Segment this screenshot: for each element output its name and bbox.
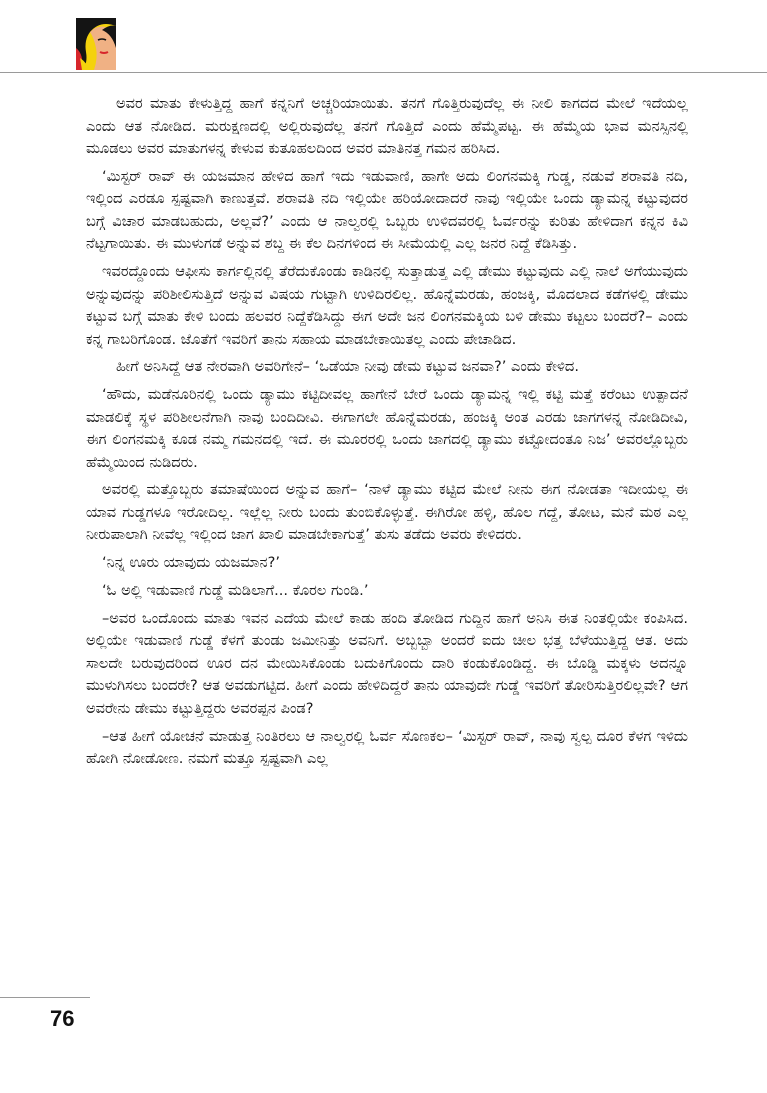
paragraph: ಇವರದ್ದೊಂದು ಆಫೀಸು ಕಾರ್ಗಲ್ಲಿನಲ್ಲಿ ತೆರೆದುಕೊಂಡು ಕಾಡಿನಲ್ಲಿ ಸುತ್ತಾಡುತ್ತ ಎಲ್ಲಿ ಡೇಮು ಕಟ್ಟುವುದು ಎಲ್ಲಿ ನಾಲೆ ಅಗೆಯುವುದು ಅನ್ನುವುದನ್ನು ಪರಿಶೀಲಿಸುತ್ತಿದೆ ಅನ್ನುವ ವಿಷಯ ಗುಟ್ಟಾಗಿ ಉಳಿದಿರಲಿಲ್ಲ. ಹೊನ್ನೆಮರಡು, ಹಂಜಕ್ಕಿ, ಮೊದಲಾದ ಕಡೆಗಳಲ್ಲಿ ಡೇಮು ಕಟ್ಟುವ ಬಗ್ಗೆ ಮಾತು ಕೇಳಿ ಬಂದು ಹಲವರ ನಿದ್ದೆಕೆಡಿಸಿದ್ದು ಈಗ ಅದೇ ಜನ ಲಿಂಗನಮಕ್ಕಿಯ ಬಳಿ ಡೇಮು ಕಟ್ಟಲು ಬಂದರೆ?– ಎಂದು ಕನ್ನ ಗಾಬರಿಗೊಂಡ. ಜೊತೆಗೆ ಇವರಿಗೆ ತಾನು ಸಹಾಯ ಮಾಡಬೇಕಾಯಿತಲ್ಲ ಎಂದು ಪೇಚಾಡಿದ. <box>86 263 688 348</box>
paragraph: –ಅವರ ಒಂದೊಂದು ಮಾತು ಇವನ ಎದೆಯ ಮೇಲೆ ಕಾಡು ಹಂದಿ ತೋಡಿದ ಗುದ್ದಿನ ಹಾಗೆ ಅನಿಸಿ ಈತ ನಿಂತಲ್ಲಿಯೇ ಕಂಪಿಸಿದ. ಅಲ್ಲಿಯೇ ಇಡುವಾಣಿ ಗುಡ್ಡೆ ಕೆಳಗೆ ತುಂಡು ಜಮೀನಿತ್ತು ಅವನಿಗೆ. ಅಬ್ಬಬ್ಬಾ ಅಂದರೆ ಐದು ಚೀಲ ಭತ್ತ ಬೆಳೆಯುತ್ತಿದ್ದ ಆತ. ಅದು ಸಾಲದೇ ಬರುವುದರಿಂದ ಊರ ದನ ಮೇಯಿಸಿಕೊಂಡು ಬದುಕಿಗೊಂದು ದಾರಿ ಕಂಡುಕೊಂಡಿದ್ದ. ಈ ಬೊಡ್ಡಿ ಮಕ್ಕಳು ಅದನ್ನೂ ಮುಳುಗಿಸಲು ಬಂದರೇ? ಆತ ಅವಡುಗಟ್ಟಿದ. ಹೀಗೆ ಎಂದು ಹೇಳಿದಿದ್ದರೆ ತಾನು ಯಾವುದೇ ಗುಡ್ಡೆ ಇವರಿಗೆ ತೋರಿಸುತ್ತಿರಲಿಲ್ಲವೇ? ಆಗ ಅವರೇನು ಡೇಮು ಕಟ್ಟುತ್ತಿದ್ದರು ಅವರಪ್ಪನ ಪಿಂಡ? <box>86 609 688 717</box>
paragraph: ಹೀಗೆ ಅನಿಸಿದ್ದೆ ಆತ ನೇರವಾಗಿ ಅವರಿಗೇನೆ– ‘ಒಡೆಯಾ ನೀವು ಡೇಮ ಕಟ್ಟುವ ಜನವಾ?’ ಎಂದು ಕೇಳಿದ. <box>116 358 579 376</box>
footer-divider <box>0 997 90 998</box>
paragraph: ಅವರಲ್ಲಿ ಮತ್ತೊಬ್ಬರು ತಮಾಷೆಯಿಂದ ಅನ್ನುವ ಹಾಗೆ– ‘ನಾಳೆ ಡ್ಯಾಮು ಕಟ್ಟಿದ ಮೇಲೆ ನೀನು ಈಗ ನೋಡತಾ ಇದೀಯಲ್ಲ ಈ ಯಾವ ಗುಡ್ಡಗಳೂ ಇರೋದಿಲ್ಲ. ಇಲ್ಲೆಲ್ಲ ನೀರು ಬಂದು ತುಂಬಿಕೊಳ್ಳುತ್ತೆ. ಈಗಿರೋ ಹಳ್ಳಿ, ಹೊಲ ಗದ್ದೆ, ತೋಟ, ಮನೆ ಮಠ ಎಲ್ಲ ನೀರುಪಾಲಾಗಿ ನೀವೆಲ್ಲ ಇಲ್ಲಿಂದ ಜಾಗ ಖಾಲಿ ಮಾಡಬೇಕಾಗುತ್ತೆ’ ತುಸು ತಡೆದು ಅವರು ಕೇಳಿದರು. <box>86 481 688 544</box>
paragraph: ‘ಓ ಅಲ್ಲಿ ಇಡುವಾಣಿ ಗುಡ್ಡೆ ಮಡಿಲಾಗೆ... ಕೊರಲ ಗುಂಡಿ.’ <box>102 582 369 600</box>
paragraph: ‘ನಿನ್ನ ಊರು ಯಾವುದು ಯಜಮಾನ?’ <box>102 554 280 572</box>
paragraph: ‘ಹೌದು, ಮಡೆನೂರಿನಲ್ಲಿ ಒಂದು ಡ್ಯಾಮು ಕಟ್ಟಿದೀವಲ್ಲ ಹಾಗೇನೆ ಬೇರೆ ಒಂದು ಡ್ಯಾಮನ್ನ ಇಲ್ಲಿ ಕಟ್ಟಿ ಮತ್ತೆ ಕರೆಂಟು ಉತ್ಪಾದನೆ ಮಾಡಲಿಕ್ಕೆ ಸ್ಥಳ ಪರಿಶೀಲನೆಗಾಗಿ ನಾವು ಬಂದಿದೀವಿ. ಈಗಾಗಲೇ ಹೊನ್ನೆಮರಡು, ಹಂಜಕ್ಕಿ ಅಂತ ಎರಡು ಜಾಗಗಳನ್ನ ನೋಡಿದೀವಿ, ಈಗ ಲಿಂಗನಮಕ್ಕಿ ಕೂಡ ನಮ್ಮ ಗಮನದಲ್ಲಿ ಇದೆ. ಈ ಮೂರರಲ್ಲಿ ಒಂದು ಜಾಗದಲ್ಲಿ ಡ್ಯಾಮು ಕಟ್ಟೋದಂತೂ ನಿಜ’ ಅವರಲ್ಲೊಬ್ಬರು ಹೆಮ್ಮೆಯಿಂದ ನುಡಿದರು. <box>86 386 688 471</box>
page-number: 76 <box>50 1006 75 1031</box>
story-text <box>86 93 688 776</box>
paragraph: ಅವರ ಮಾತು ಕೇಳುತ್ತಿದ್ದ ಹಾಗೆ ಕನ್ನನಿಗೆ ಅಚ್ಚರಿಯಾಯಿತು. ತನಗೆ ಗೊತ್ತಿರುವುದೆಲ್ಲ ಈ ನೀಲಿ ಕಾಗದದ ಮೇಲೆ ಇದೆಯಲ್ಲ ಎಂದು ಆತ ನೋಡಿದ. ಮರುಕ್ಷಣದಲ್ಲಿ ಅಲ್ಲಿರುವುದೆಲ್ಲ ತನಗೆ ಗೊತ್ತಿದೆ ಎಂದು ಹೆಮ್ಮೆಪಟ್ಟ. ಈ ಹೆಮ್ಮೆಯ ಭಾವ ಮನಸ್ಸಿನಲ್ಲಿ ಮೂಡಲು ಅವರ ಮಾತುಗಳನ್ನ ಕೇಳುವ ಕುತೂಹಲದಿಂದ ಅವರ ಮಾತಿನತ್ತ ಗಮನ ಹರಿಸಿದ. <box>86 95 688 157</box>
header-divider <box>0 72 767 73</box>
paragraph: ‘ಮಿಸ್ಟರ್ ರಾವ್ ಈ ಯಜಮಾನ ಹೇಳಿದ ಹಾಗೆ ಇದು ಇಡುವಾಣಿ, ಹಾಗೇ ಅದು ಲಿಂಗನಮಕ್ಕಿ ಗುಡ್ಡ, ನಡುವೆ ಶರಾವತಿ ನದಿ, ಇಲ್ಲಿಂದ ಎರಡೂ ಸ್ಪಷ್ಟವಾಗಿ ಕಾಣುತ್ತವೆ. ಶರಾವತಿ ನದಿ ಇಲ್ಲಿಯೇ ಹರಿಯೋದಾದರೆ ನಾವು ಇಲ್ಲಿಯೇ ಒಂದು ಡ್ಯಾಮನ್ನ ಕಟ್ಟುವುದರ ಬಗ್ಗೆ ವಿಚಾರ ಮಾಡಬಹುದು, ಅಲ್ಲವೆ?’ ಎಂದು ಆ ನಾಲ್ವರಲ್ಲಿ ಒಬ್ಬರು ಉಳಿದವರಲ್ಲಿ ಓರ್ವರನ್ನು ಕುರಿತು ಹೇಳಿದಾಗ ಕನ್ನನ ಕಿವಿ ನೆಟ್ಟಗಾಯಿತು. ಈ ಮುಳುಗಡೆ ಅನ್ನುವ ಶಬ್ದ ಈ ಕೆಲ ದಿನಗಳಿಂದ ಈ ಸೀಮೆಯಲ್ಲಿ ಎಲ್ಲ ಜನರ ನಿದ್ದೆ ಕೆಡಿಸಿತ್ತು. <box>86 167 688 253</box>
woman-face-logo-icon <box>76 18 116 70</box>
paragraph: –ಆತ ಹೀಗೆ ಯೋಚನೆ ಮಾಡುತ್ತ ನಿಂತಿರಲು ಆ ನಾಲ್ವರಲ್ಲಿ ಓರ್ವ ಸೊಣಕಲ– ‘ಮಿಸ್ಟರ್ ರಾವ್, ನಾವು ಸ್ವಲ್ಪ ದೂರ ಕೆಳಗ ಇಳಿದು ಹೋಗಿ ನೋಡೋಣ. ನಮಗೆ ಮತ್ತೂ ಸ್ಪಷ್ಟವಾಗಿ ಎಲ್ಲ <box>86 727 688 768</box>
